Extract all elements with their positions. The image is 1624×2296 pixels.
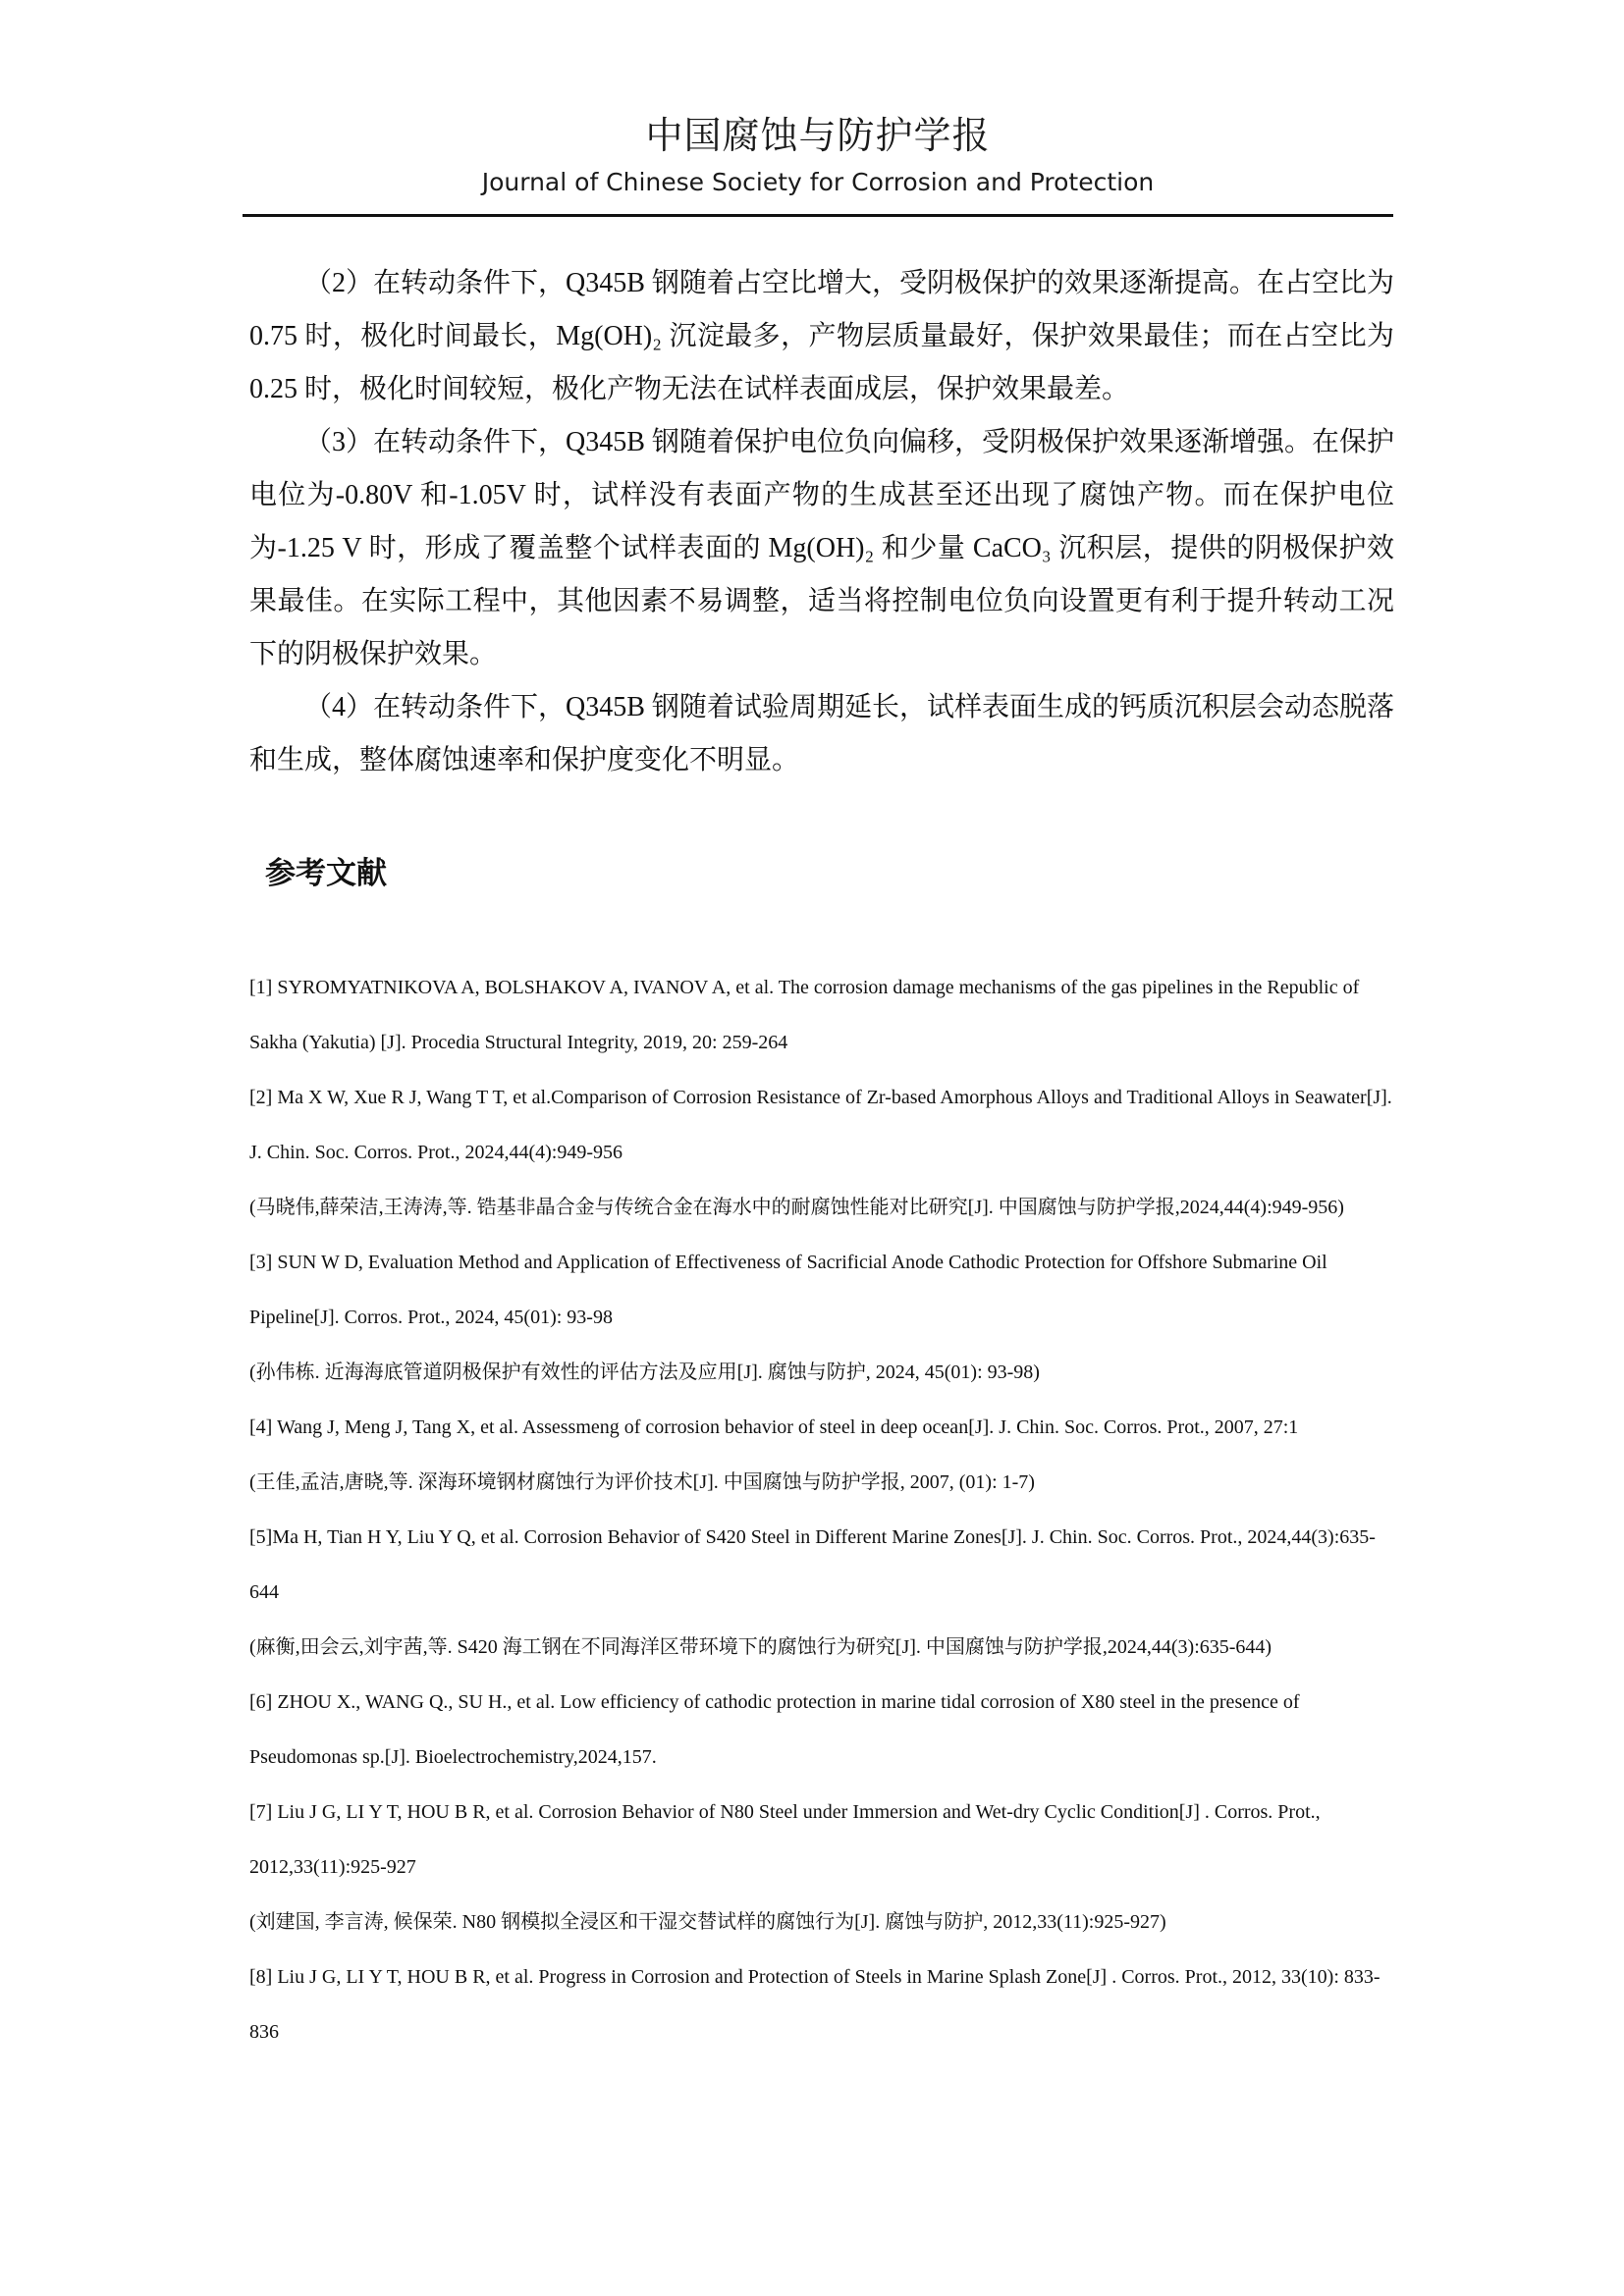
header-divider — [243, 214, 1393, 217]
reference-item: [3] SUN W D, Evaluation Method and Application of Effectiveness of Sacrificial Anode Cathodic Protection for Offshore Submarine Oil Pipeline[J]. Corros. Prot., 2024, 45(01): 93-98 — [249, 1252, 1327, 1328]
paragraph: （4）在转动条件下，Q345B 钢随着试验周期延长，试样表面生成的钙质沉积层会动态脱落和生成，整体腐蚀速率和保护度变化不明显。 — [249, 692, 1394, 775]
references-heading: 参考文献 — [265, 856, 387, 891]
reference-item: [7] Liu J G, LI Y T, HOU B R, et al. Corrosion Behavior of N80 Steel under Immersion and Wet-dry Cyclic Condition[J] . Corros. Prot., 2012,33(11):925-927 — [249, 1801, 1321, 1878]
paragraph: （2）在转动条件下，Q345B 钢随着占空比增大，受阴极保护的效果逐渐提高。在占空比为 0.75 时，极化时间最长，Mg(OH)₂ 沉淀最多，产物层质量最好，保护效果最佳；而在占空比为 0.25 时，极化时间较短，极化产物无法在试样表面成层，保护效果最差。 — [249, 268, 1394, 404]
reference-item: (王佳,孟洁,唐晓,等. 深海环境钢材腐蚀行为评价技术[J]. 中国腐蚀与防护学报, 2007, (01): 1-7) — [249, 1471, 1035, 1493]
journal-title: 中国腐蚀与防护学报 — [645, 114, 991, 157]
reference-item: [1] SYROMYATNIKOVA A, BOLSHAKOV A, IVANOV A, et al. The corrosion damage mechanisms of the gas pipelines in the Republic of Sakha (Yakutia) [J]. Procedia Structural Integrity, 2019, 20: 259-264 — [249, 977, 1360, 1053]
reference-list — [249, 960, 1394, 2059]
reference-item: (麻衡,田会云,刘宇茜,等. S420 海工钢在不同海洋区带环境下的腐蚀行为研究[J]. 中国腐蚀与防护学报,2024,44(3):635-644) — [249, 1636, 1272, 1658]
journal-header — [243, 110, 1393, 200]
paragraph: （3）在转动条件下，Q345B 钢随着保护电位负向偏移，受阴极保护效果逐渐增强。在保护电位为-0.80V 和-1.05V 时，试样没有表面产物的生成甚至还出现了腐蚀产物。而在保护电位为-1.25 V 时，形成了覆盖整个试样表面的 Mg(OH)₂ 和少量 CaCO₃ 沉积层，提供的阴极保护效果最佳。在实际工程中，其他因素不易调整，适当将控制电位负向设置更有利于提升转动工况下的阴极保护效果。 — [249, 427, 1394, 669]
reference-item: [6] ZHOU X., WANG Q., SU H., et al. Low efficiency of cathodic protection in marine tidal corrosion of X80 steel in the presence of Pseudomonas sp.[J]. Bioelectrochemistry,2024,157. — [249, 1691, 1300, 1768]
conclusions-text — [249, 257, 1394, 787]
reference-item: [8] Liu J G, LI Y T, HOU B R, et al. Progress in Corrosion and Protection of Steels in Marine Splash Zone[J] . Corros. Prot., 2012, 33(10): 833-836 — [249, 1966, 1380, 2043]
reference-item: [5]Ma H, Tian H Y, Liu Y Q, et al. Corrosion Behavior of S420 Steel in Different Marine Zones[J]. J. Chin. Soc. Corros. Prot., 2024,44(3):635-644 — [249, 1526, 1376, 1603]
reference-item: [2] Ma X W, Xue R J, Wang T T, et al.Comparison of Corrosion Resistance of Zr-based Amorphous Alloys and Traditional Alloys in Seawater[J]. J. Chin. Soc. Corros. Prot., 2024,44(4):949-956 — [249, 1087, 1392, 1163]
reference-item: (孙伟栋. 近海海底管道阴极保护有效性的评估方法及应用[J]. 腐蚀与防护, 2024, 45(01): 93-98) — [249, 1362, 1040, 1383]
reference-item: [4] Wang J, Meng J, Tang X, et al. Assessmeng of corrosion behavior of steel in deep ocean[J]. J. Chin. Soc. Corros. Prot., 2007, 27:1 — [249, 1416, 1299, 1438]
reference-item: (刘建国, 李言涛, 候保荣. N80 钢模拟全浸区和干湿交替试样的腐蚀行为[J]. 腐蚀与防护, 2012,33(11):925-927) — [249, 1911, 1166, 1933]
journal-subtitle: Journal of Chinese Society for Corrosion and Protection — [481, 168, 1155, 196]
reference-item: (马晓伟,薛荣洁,王涛涛,等. 锆基非晶合金与传统合金在海水中的耐腐蚀性能对比研究[J]. 中国腐蚀与防护学报,2024,44(4):949-956) — [249, 1197, 1344, 1218]
